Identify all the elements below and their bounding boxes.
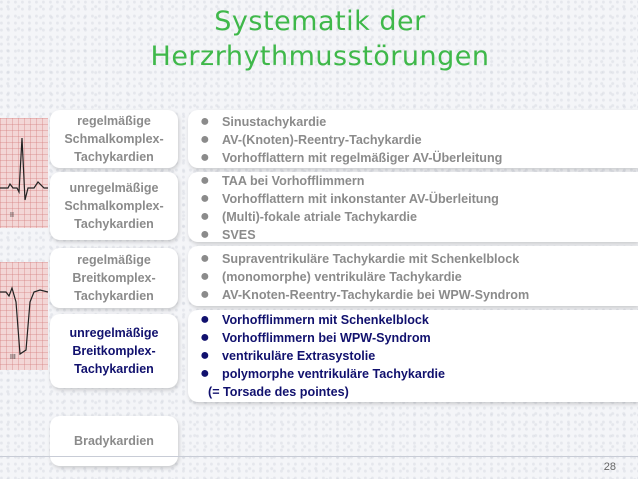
slide-title bbox=[60, 4, 580, 74]
bullet-icon: ● bbox=[200, 226, 210, 243]
list-regular-narrow bbox=[200, 113, 502, 167]
ecg-lead-label: III bbox=[10, 354, 16, 361]
category-label-line: Bradykardien bbox=[74, 434, 154, 448]
bullet-icon: ● bbox=[200, 268, 210, 285]
bullet-icon: ● bbox=[200, 365, 210, 382]
ecg-lead-label: II bbox=[10, 212, 14, 219]
list-item-subnote: (= Torsade des pointes) bbox=[208, 385, 349, 399]
list-item: ● Supraventrikuläre Tachykardie mit Schenkelblock bbox=[200, 250, 520, 267]
category-irregular-wide bbox=[50, 314, 178, 388]
category-label-line: Breitkomplex- bbox=[72, 271, 156, 285]
category-label-line: regelmäßige bbox=[77, 253, 151, 267]
list-irregular-wide bbox=[200, 311, 445, 401]
list-item: ● AV-Knoten-Reentry-Tachykardie bei WPW-Syndrom bbox=[200, 286, 530, 303]
list-item: ● SVES bbox=[200, 226, 256, 243]
list-item: ● Vorhofflattern mit regelmäßiger AV-Überleitung bbox=[200, 149, 503, 166]
list-item: ● ventrikuläre Extrasystolie bbox=[200, 347, 376, 364]
list-item: ● Sinustachykardie bbox=[200, 113, 327, 130]
title-line-2: Herzrhythmusstörungen bbox=[150, 41, 490, 72]
category-label-line: Breitkomplex- bbox=[72, 344, 156, 358]
bullet-icon: ● bbox=[200, 208, 210, 225]
list-regular-wide bbox=[200, 250, 529, 304]
ecg-strip-wide bbox=[0, 262, 48, 370]
bullet-icon: ● bbox=[200, 149, 210, 166]
category-regular-wide bbox=[50, 248, 178, 308]
bullet-icon: ● bbox=[200, 190, 210, 207]
list-item: ● Vorhofflattern mit inkonstanter AV-Überleitung bbox=[200, 190, 499, 207]
bullet-icon: ● bbox=[200, 286, 210, 303]
list-item: ● Vorhofflimmern mit Schenkelblock bbox=[200, 311, 429, 328]
bullet-icon: ● bbox=[200, 172, 210, 189]
list-item: ● Vorhofflimmern bei WPW-Syndrom bbox=[200, 329, 431, 346]
bullet-icon: ● bbox=[200, 250, 210, 267]
title-line-1: Systematik der bbox=[214, 6, 426, 37]
category-label-line: Tachykardien bbox=[74, 217, 154, 231]
ecg-strip-narrow bbox=[0, 118, 48, 228]
bullet-icon: ● bbox=[200, 347, 210, 364]
footer-divider bbox=[0, 456, 638, 457]
list-irregular-narrow bbox=[200, 172, 499, 244]
bullet-icon: ● bbox=[200, 131, 210, 148]
category-bradycardia bbox=[50, 416, 178, 466]
category-label-line: Schmalkomplex- bbox=[64, 199, 164, 213]
category-label-line: regelmäßige bbox=[77, 114, 151, 128]
bullet-icon: ● bbox=[200, 329, 210, 346]
category-label-line: unregelmäßige bbox=[69, 326, 159, 340]
list-item: ● (Multi)-fokale atriale Tachykardie bbox=[200, 208, 418, 225]
list-item: ● (monomorphe) ventrikuläre Tachykardie bbox=[200, 268, 462, 285]
category-regular-narrow bbox=[50, 110, 178, 168]
bullet-icon: ● bbox=[200, 113, 210, 130]
list-item: ● TAA bei Vorhofflimmern bbox=[200, 172, 365, 189]
page-number: 28 bbox=[603, 461, 616, 473]
list-item: ● AV-(Knoten)-Reentry-Tachykardie bbox=[200, 131, 422, 148]
category-label-line: Tachykardien bbox=[74, 289, 154, 303]
category-label-line: Tachykardien bbox=[74, 150, 154, 164]
category-label-line: Schmalkomplex- bbox=[64, 132, 164, 146]
bullet-icon: ● bbox=[200, 311, 210, 328]
list-item: ● polymorphe ventrikuläre Tachykardie bbox=[200, 365, 446, 382]
category-label-line: unregelmäßige bbox=[69, 181, 159, 195]
category-label-line: Tachykardien bbox=[74, 362, 154, 376]
category-irregular-narrow bbox=[50, 172, 178, 240]
